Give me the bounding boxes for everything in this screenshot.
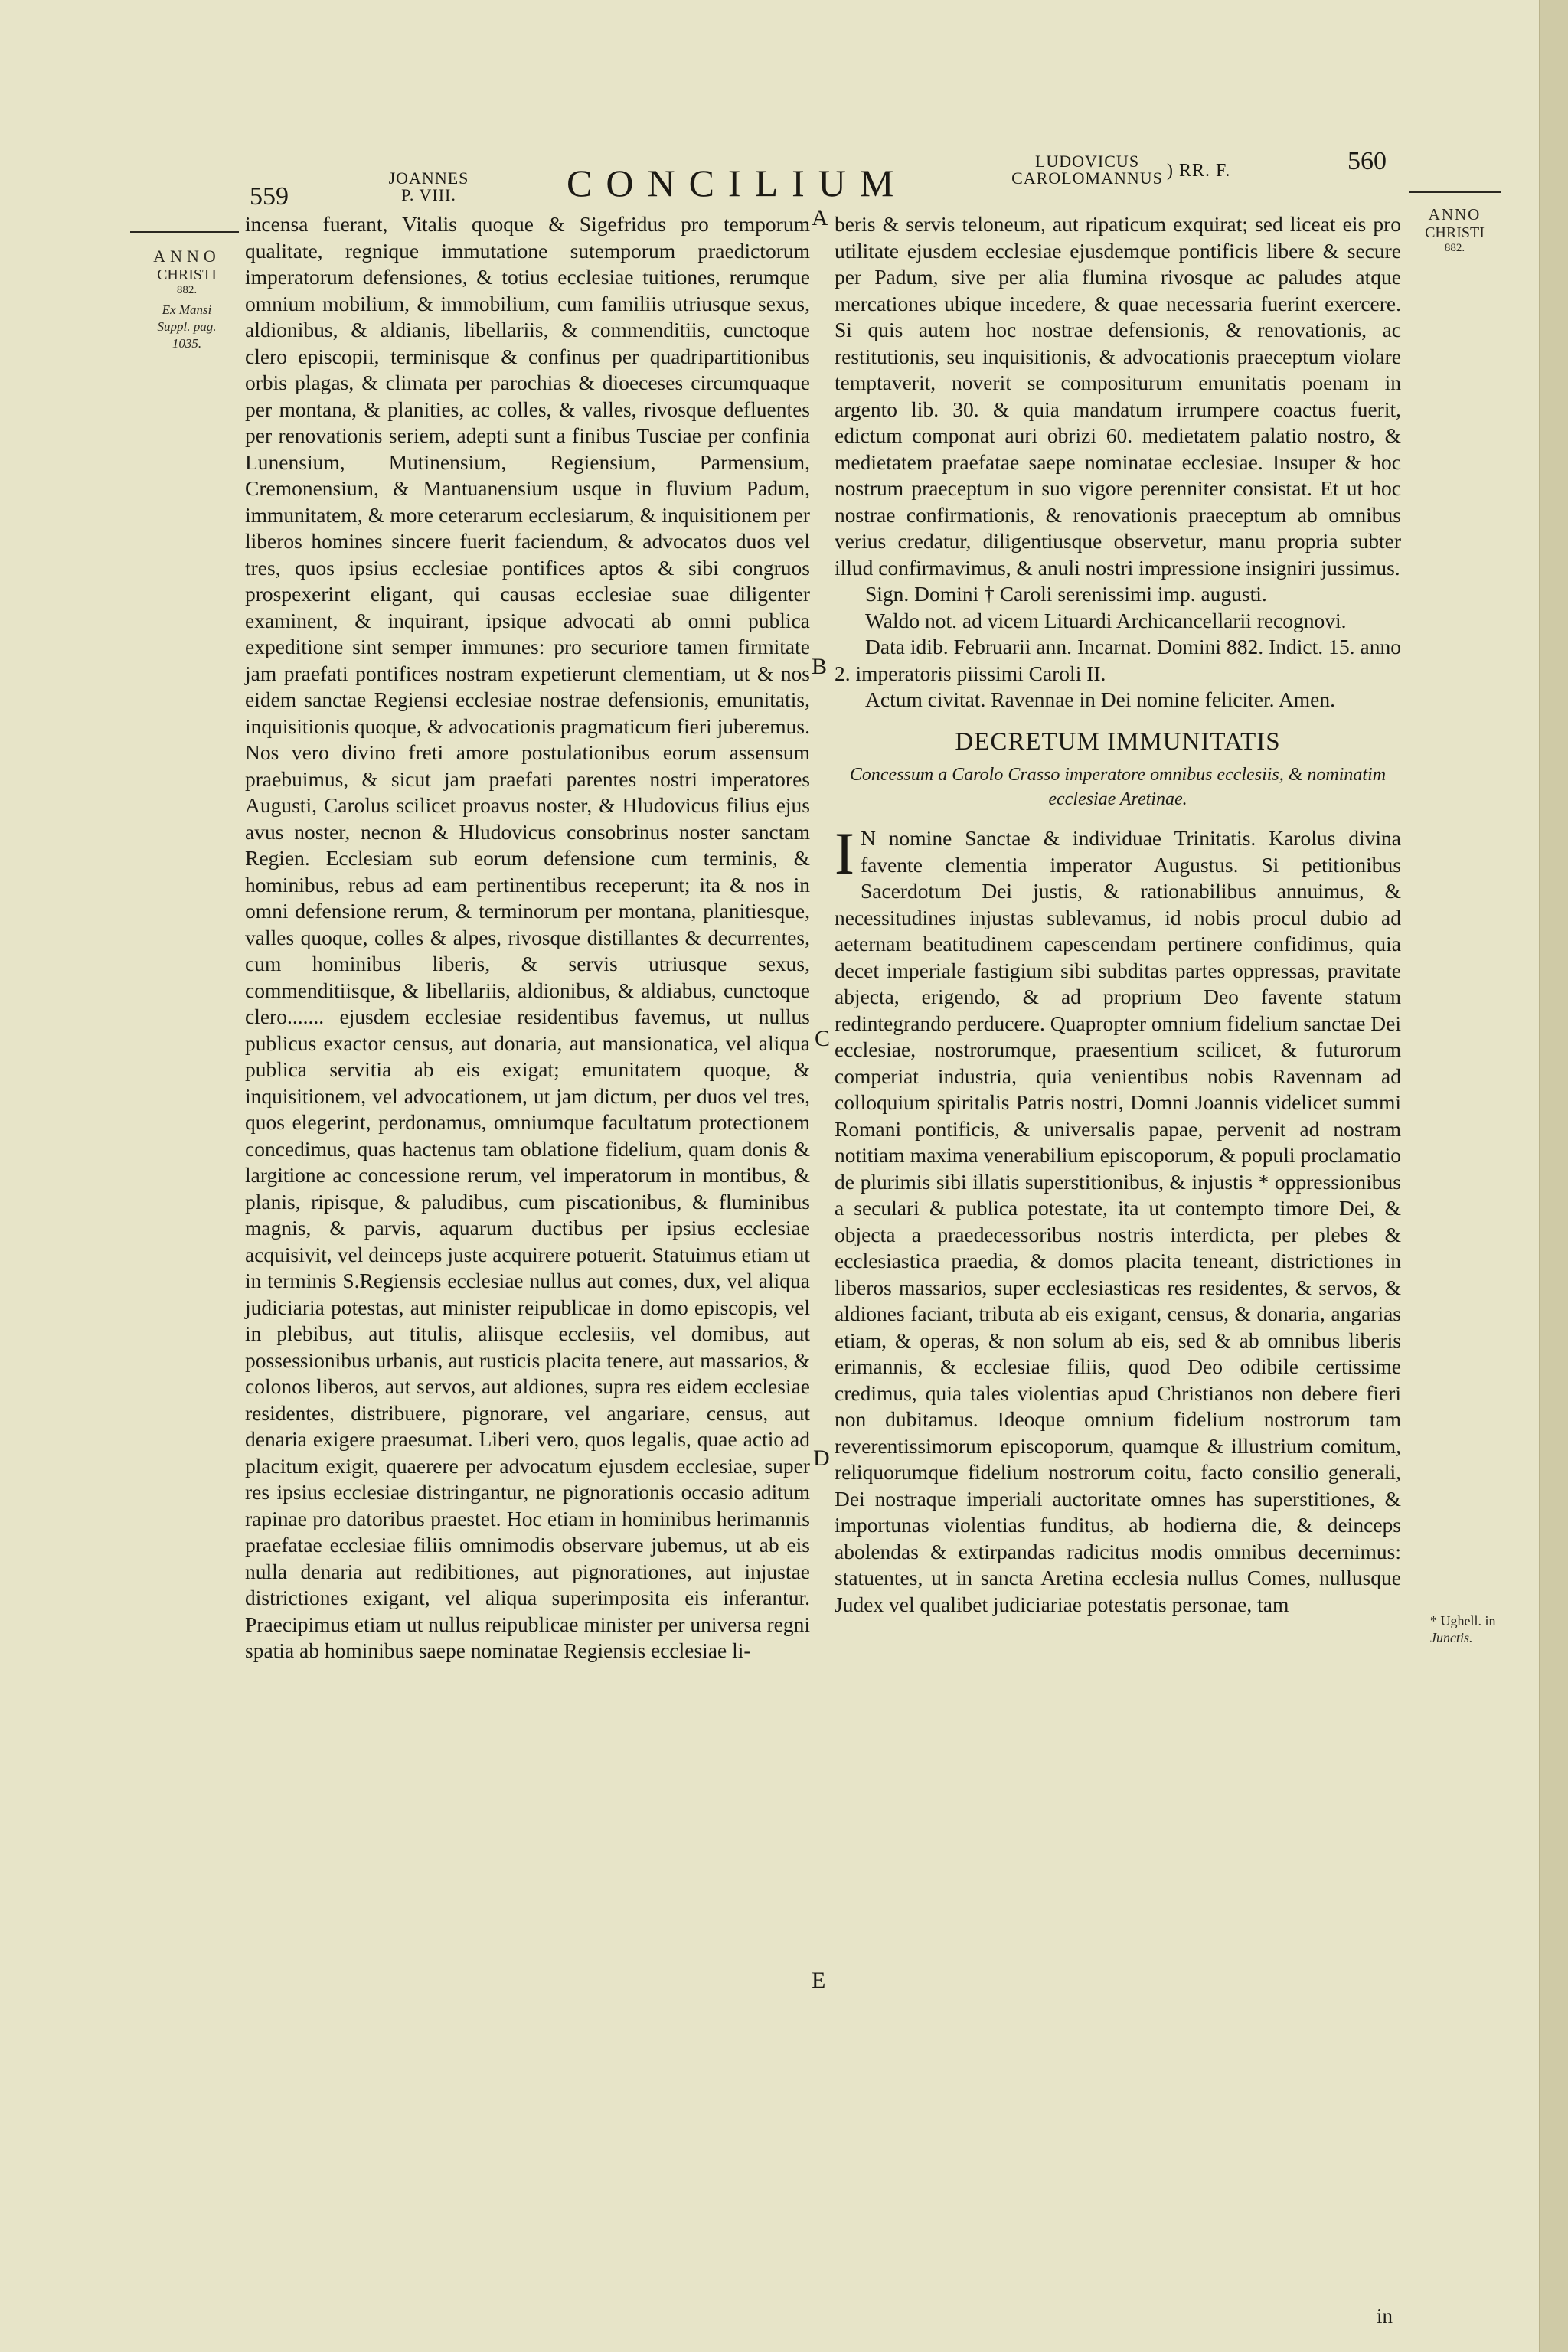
recognition-line: Waldo not. ad vicem Lituardi Archicancellarii recognovi. <box>865 608 1347 632</box>
running-head-line: CAROLOMANNUS <box>1011 168 1163 188</box>
left-running-head <box>375 170 482 204</box>
running-head-line: P. VIII. <box>401 185 456 204</box>
margin-anno-label: ANNO <box>153 247 220 266</box>
left-column <box>245 211 810 1664</box>
section-marker-c: C <box>815 1026 831 1051</box>
date-line: Data idib. Februarii ann. Incarnat. Domini 882. Indict. 15. anno 2. imperatoris piissimi Caroli II. <box>835 635 1401 685</box>
margin-source <box>130 302 243 352</box>
section-subheading: Concessum a Carolo Crasso imperatore omnibus ecclesiis, & nominatim ecclesiae Aretinae. <box>849 765 1387 809</box>
right-page-number: 560 <box>1348 147 1387 175</box>
margin-anno-label: ANNO <box>1428 205 1481 224</box>
decree-body: N nomine Sanctae & individuae Trinitatis. Karolus divina favente clementia imperator Augustus. Si petitionibus Sacerdotum Dei justis, & rationabilibus annuimus, & necessitudines injustas sublevamus, id nobis procul dubio ad aeternam beatitudinem capescendam pertinere confidimus, quia decet imperiale fastigium sibi subditas partes oppressas, pravitate abjecta, erigendo, & ad proprium Deo favente statum redintegrando perducere. Quapropter omnium fidelium sanctae Dei ecclesiae, nostrorumque, praesentium scilicet, & futurorum comperiat industria, quia venientibus nobis Ravennam ad colloquium spiritalis Patris nostri, Domni Joannis videlicet summi Romani pontificis, & universalis papae, pervenit ad nostram notitiam maxima venerabilium episcoporum, & populi proclamatio de plurimis sibi illatis superstitionibus, & injustis * oppressionibus a seculari & publica potestate, ita ut contempto timore Dei, & objecta a praedecessoribus nostris interdicta, per plebes & ecclesiastica praedia, & domos placita teneant, districtiones in liberos massarios, super ecclesiasticas res residentes, & servos, & aldiones faciant, tributa ab eis exigant, census, & donaria, angarias etiam, & operas, & non solum ab eis, sed & ab omnibus liberis erimannis, & ecclesiae filiis, quod Deo odibile certissime credimus, quia tales violentias apud Christianos non debere fieri non dubitamus. Ideoque omnium fidelium nostrorum tam reverentissimorum episcoporum, quamque & illustrium comitum, reliquorumque fidelium nostrorum coitu, facto consilio generali, Dei nostraque imperiali auctoritate omnes has superstitiones, & importunas violentias funditus, ab hodierna die, & deinceps abolendas & extirpandas radicitus modis omnibus decernimus: statuentes, ut in sancta Aretina ecclesia nullus Comes, nullusque Judex vel qualibet judiciariae potestatis personae, tam <box>835 826 1401 1616</box>
left-column-text: incensa fuerant, Vitalis quoque & Sigefridus pro temporum qualitate, regnique immutatione sutemporum praedictorum imperatorum defensiones, & totius ecclesiae tuitiones, rerumque omnium mobilium, & immobilium, cum familiis utriusque sexus, aldionibus, & aldianis, libellariis, & commenditiis, cunctoque clero episcopii, terminisque & confinus per quadripartitionibus orbis plagas, & climata per parochias & dioeceses circumquaque per montana, & planities, ac colles, & valles, rivosque defluentes per renovationis seriem, adepti sunt a finibus Tusciae per confinia Lunensium, Mutinensium, Regiensium, Parmensium, Cremonensium, & Mantuanensium usque in fluvium Padum, immunitatem, & more ceterarum ecclesiarum, & inquisitionem per liberos homines sincere fuerit faciendum, & advocatos duos vel tres, quos ipsius ecclesiae pontifices aptos & sibi congruos prospexerint eligant, qui causas ecclesiae suae diligenter examinent, & inquirant, ipsique advocati ab omni publica expeditione sint semper immunes: pro securiore tamen firmitate jam praefati pontifices nostram expetierunt clementiam, ut & nos eidem sanctae Regiensi ecclesiae nostrae defensionis, emunitatis, inquisitionis quoque, & advocationis pragmaticum fieri juberemus. Nos vero divino freti amore postulationibus eorum assensum praebuimus, & sicut jam praefati parentes nostri imperatores Augusti, Carolus scilicet proavus noster, & Hludovicus filius ejus avus noster, necnon & Hludovicus consobrinus noster sanctam Regien. Ecclesiam sub eorum defensione cum terminis, & hominibus, rebus ad eam pertinentibus receperunt; ita & nos in omni defensione rerum, & terminorum per montana, planitiesque, valles quoque, colles & alpes, rivosque distillantes & decurrentes, cum hominibus liberis, & servis utriusque sexus, commenditiisque, & libellariis, aldionibus, & aldiabus, cunctoque clero....... ejusdem ecclesiae residentibus favemus, ut nullus publicus exactor census, aut donaria, aut mansionatica, vel aliqua publica servitia ab eis exigat; emunitatem quoque, & inquisitionem, vel advocationem, ut jam dictum, per duos vel tres, quos elegerint, perdonamus, omniumque facultatum protectionem concedimus, quas hactenus tam oblatione fidelium, quam donis & largitione ac concessione rerum, vel imperatorum in montibus, & planis, ripisque, & paludibus, cum piscationibus, & fluminibus magnis, & parvis, aquarum ductibus per ipsius ecclesiae acquisivit, vel deinceps juste acquirere potuerit. Statuimus etiam ut in terminis S.Regiensis ecclesiae nullus aut comes, dux, vel aliqua judiciaria potestas, aut minister reipublicae in domo episcopis, vel in plebibus, aut titulis, aliisque ecclesiis, vel domibus, aut possessionibus urbanis, aut rusticis placita tenere, aut massarios, & colonos liberos, aut servos, aut aldiones, supra res eidem ecclesiae residentes, distribuere, pignorare, vel angariare, census, aut denaria exigere praesumat. Liberi vero, quos legalis, quae actio ad placitum exigit, quaerere per advocatum ejusdem ecclesiae, super res ipsius ecclesiae distringantur, ne pignorationis occasio aditum rapinae pro datoribus praestet. Hoc etiam in hominibus herimannis praefatae ecclesiae filiis omnimodis observare jubemus, ut ab eis nulla denaria aut redibitiones, aut pignorationes, aut injustae districtiones exigant, vel aliqua superimposita eis inferantur. Praecipimus etiam ut nullus reipublicae minister per universa regni spatia ab hominibus saepe nominatae Regiensis ecclesiae li- <box>245 212 810 1662</box>
margin-rule <box>130 231 239 233</box>
footnote-line: Junctis. <box>1430 1630 1473 1645</box>
section-marker-b: B <box>812 654 828 679</box>
actum-line: Actum civitat. Ravennae in Dei nomine feliciter. Amen. <box>865 688 1335 711</box>
decree-text <box>835 820 1401 1618</box>
section-marker-e: E <box>812 1968 826 1993</box>
page-title: CONCILIUM <box>567 162 908 204</box>
right-footnote <box>1430 1612 1530 1646</box>
right-column <box>835 211 1401 1618</box>
right-running-head <box>1011 153 1164 187</box>
margin-christi-label: CHRISTI <box>1425 224 1485 241</box>
right-margin-anno <box>1401 205 1508 255</box>
drop-cap: I <box>835 820 854 887</box>
section-marker-a: A <box>812 205 828 230</box>
margin-year: 882. <box>1444 242 1465 254</box>
left-margin-anno <box>130 247 243 352</box>
right-para-continuation: beris & servis teloneum, aut ripaticum exquirat; sed liceat eis pro utilitate ejusdem ecclesiae ejusdemque pontificis libere & secure per Padum, sive per alia flumina rivosque ac paludes atque mercationes ubique incedere, & quae necessaria fuerint exercere. Si quis autem hoc nostrae defensionis, & renovationis, ac restitutionis, seu inquisitionis, & advocationis praeceptum violare temptaverit, noverit se compositurum emunitatis poenam in argento lib. 30. & quia mandatum irrumpere coactus fuerit, edictum componat auri obrizi 60. medietatem palatio nostro, & medietatem praefatae saepe nominatae ecclesiae. Insuper & hoc nostrum praeceptum in suo vigore perenniter consistat. Et ut hoc nostrae confirmationis, & renovationis praeceptum ab omnibus verius credatur, diligentiusque observetur, manu propria subter illud confirmavimus, & anuli nostri impressione insigniri jussimus. <box>835 212 1401 580</box>
right-running-head-suffix: ) RR. F. <box>1167 161 1231 181</box>
footnote-line: * Ughell. in <box>1430 1613 1496 1628</box>
source-line: Suppl. pag. <box>157 319 217 334</box>
running-head-line: LUDOVICUS <box>1034 152 1140 171</box>
margin-rule <box>1409 191 1501 193</box>
source-line: Ex Mansi <box>162 302 212 317</box>
source-line: 1035. <box>172 336 202 351</box>
running-head-line: JOANNES <box>388 168 469 188</box>
signature-line: Sign. Domini † Caroli serenissimi imp. augusti. <box>865 582 1267 606</box>
margin-christi-label: CHRISTI <box>157 266 217 283</box>
section-marker-d: D <box>813 1446 830 1471</box>
catchword: in <box>1377 2305 1393 2328</box>
section-heading: DECRETUM IMMUNITATIS <box>955 727 1281 756</box>
margin-year: 882. <box>176 284 198 296</box>
adjacent-page-edge <box>1539 0 1568 2352</box>
left-page-number: 559 <box>250 182 289 211</box>
